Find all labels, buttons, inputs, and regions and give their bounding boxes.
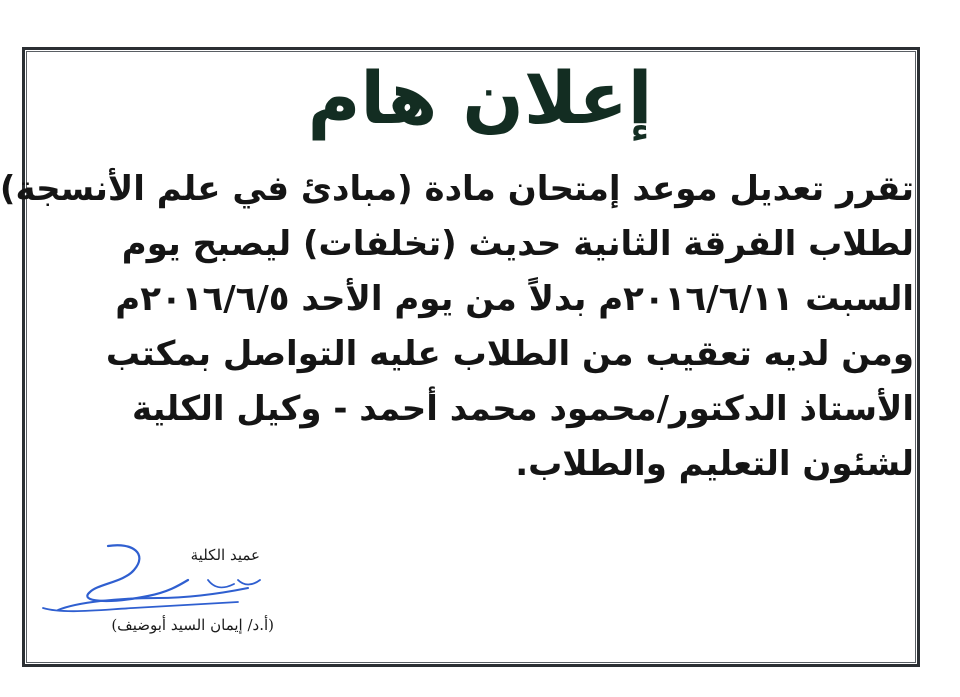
announcement-title: إعلان هام [307,56,653,140]
body-line: لطلاب الفرقة الثانية حديث (تخلفات) ليصبح يوم [121,224,914,264]
body-line: ومن لديه تعقيب من الطلاب عليه التواصل بمكتب [105,334,914,374]
signature-name: (أ.د/ إيمان السيد أبوضيف) [111,616,274,634]
body-line: السبت ٢٠١٦/٦/١١م بدلاً من يوم الأحد ٢٠١٦/٦/٥م [115,279,914,319]
signature-block [38,540,288,650]
body-line: الأستاذ الدكتور/محمود محمد أحمد - وكيل الكلية [131,389,914,429]
body-line: لشئون التعليم والطلاب. [515,444,914,484]
body-line: تقرر تعديل موعد إمتحان مادة (مبادئ في علم الأنسجة) [0,169,914,209]
signature-title: عميد الكلية [190,546,260,564]
announcement-body [0,162,914,492]
